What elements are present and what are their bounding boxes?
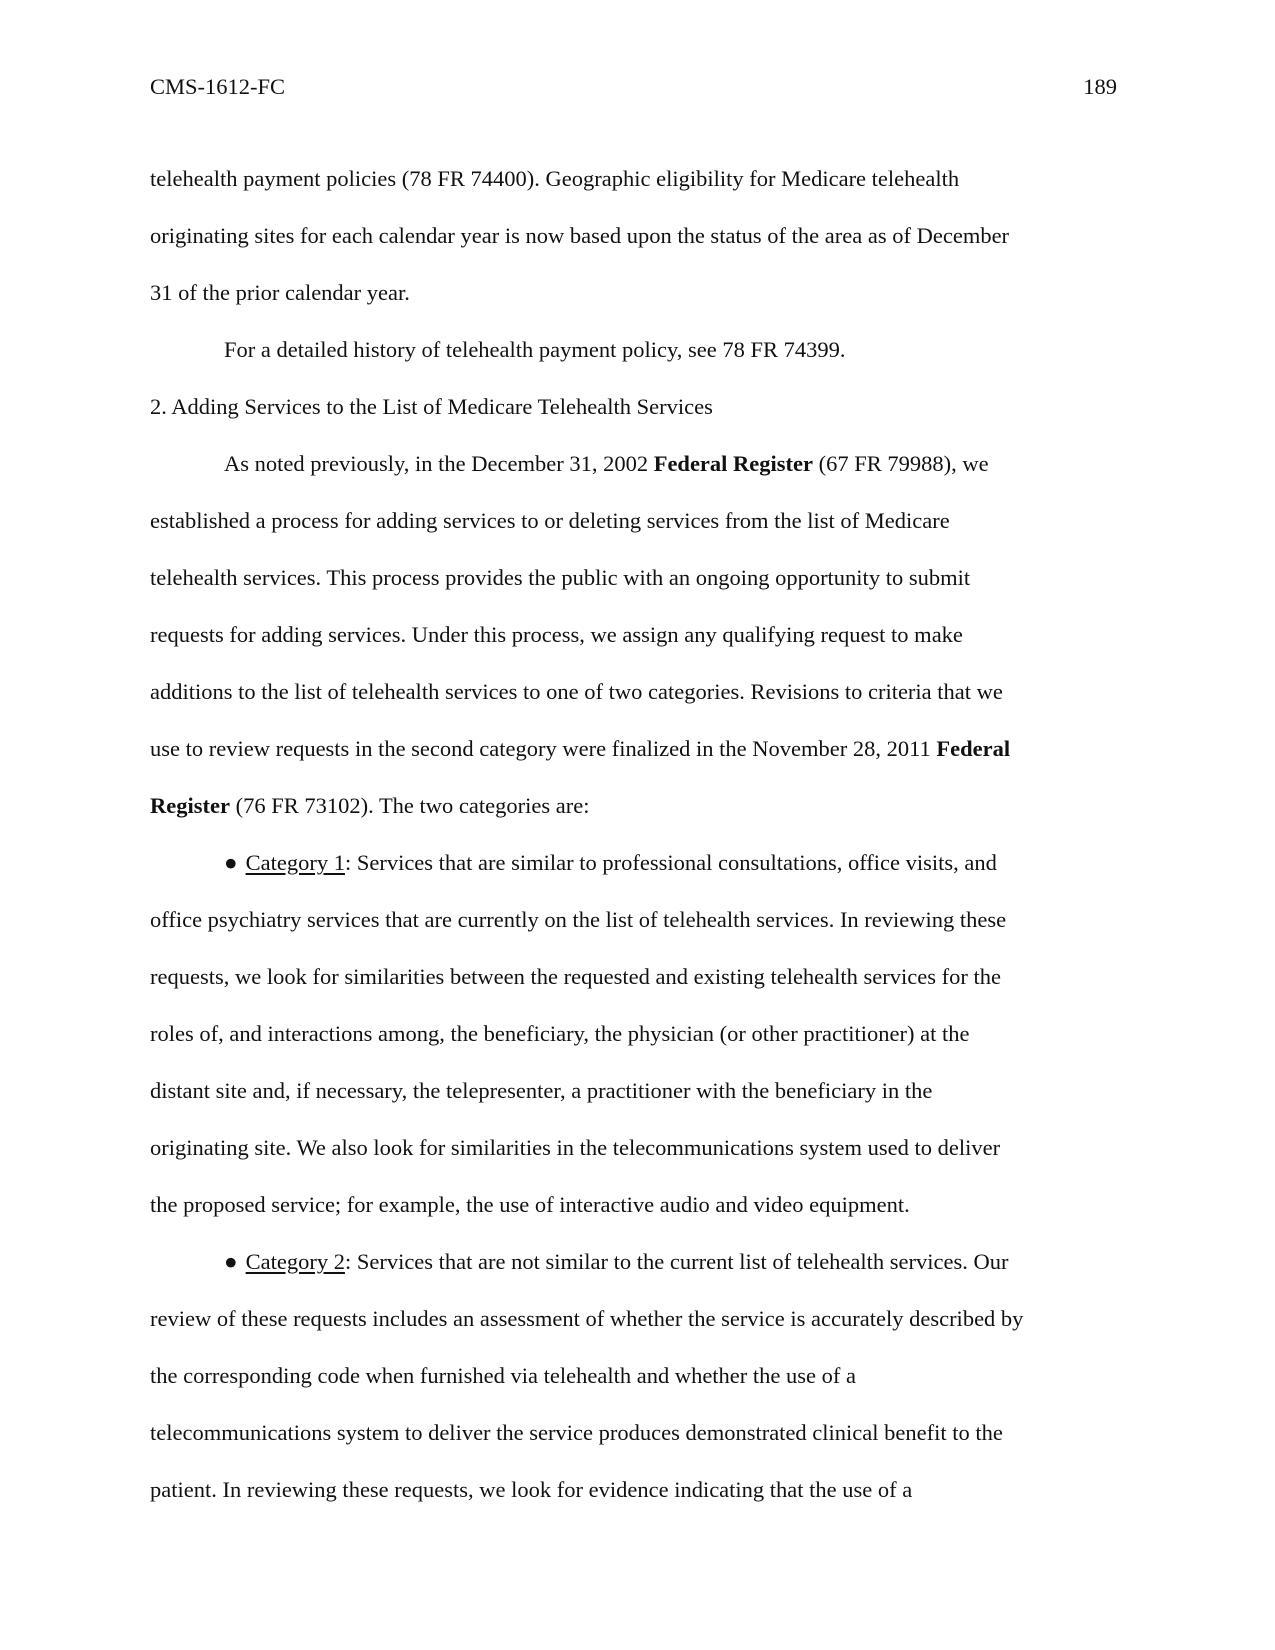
text-run: use to review requests in the second category were finalized in the November 28, 2011 [150,736,937,761]
text-line [150,720,1125,777]
text-line: office psychiatry services that are currently on the list of telehealth services. In reviewing these [150,907,1007,932]
bullet-item-category-1 [150,834,1125,891]
text-line [150,777,1125,834]
text-line: review of these requests includes an assessment of whether the service is accurately described by [150,1306,1024,1331]
federal-register-citation: Register [150,793,230,818]
federal-register-citation: Federal Register [653,451,814,476]
text-run: As noted previously, in the December 31, 2002 [224,451,654,476]
text-line: established a process for adding services to or deleting services from the list of Medicare [150,508,950,533]
page-number: 189 [1083,74,1117,99]
text-line: additions to the list of telehealth services to one of two categories. Revisions to criteria that we [150,679,1003,704]
document-body [150,150,1125,1518]
document-id: CMS-1612-FC [150,74,286,99]
text-line: the corresponding code when furnished via telehealth and whether the use of a [150,1363,856,1388]
bullet-icon: ● [224,1249,238,1274]
text-line: distant site and, if necessary, the telepresenter, a practitioner with the beneficiary in the [150,1078,933,1103]
text-run: : Services that are similar to professional consultations, office visits, and [344,850,997,875]
text-line: requests, we look for similarities between the requested and existing telehealth services for the [150,964,1001,989]
text-run: (76 FR 73102). The two categories are: [229,793,590,818]
bullet-item-category-2 [150,1233,1125,1290]
text-line: 31 of the prior calendar year. [150,280,410,305]
text-line: patient. In reviewing these requests, we look for evidence indicating that the use of a [150,1477,913,1502]
bullet-icon: ● [224,850,238,875]
text-line: originating site. We also look for similarities in the telecommunications system used to deliver [150,1135,1001,1160]
text-line: requests for adding services. Under this process, we assign any qualifying request to make [150,622,963,647]
category-label: Category 2 [245,1249,345,1274]
text-line: originating sites for each calendar year is now based upon the status of the area as of December [150,223,1010,248]
text-line [150,435,1125,492]
text-line: the proposed service; for example, the use of interactive audio and video equipment. [150,1192,910,1217]
federal-register-citation: Federal [936,736,1011,761]
text-line: telecommunications system to deliver the service produces demonstrated clinical benefit to the [150,1420,1003,1445]
category-label: Category 1 [245,850,345,875]
text-line: telehealth services. This process provides the public with an ongoing opportunity to submit [150,565,971,590]
text-line: roles of, and interactions among, the beneficiary, the physician (or other practitioner) at the [150,1021,970,1046]
text-run: : Services that are not similar to the current list of telehealth services. Our [344,1249,1009,1274]
text-line: telehealth payment policies (78 FR 74400). Geographic eligibility for Medicare telehealth [150,166,960,191]
text-run: (67 FR 79988), we [813,451,989,476]
text-line: For a detailed history of telehealth payment policy, see 78 FR 74399. [224,337,846,362]
section-heading: 2. Adding Services to the List of Medicare Telehealth Services [150,394,713,419]
